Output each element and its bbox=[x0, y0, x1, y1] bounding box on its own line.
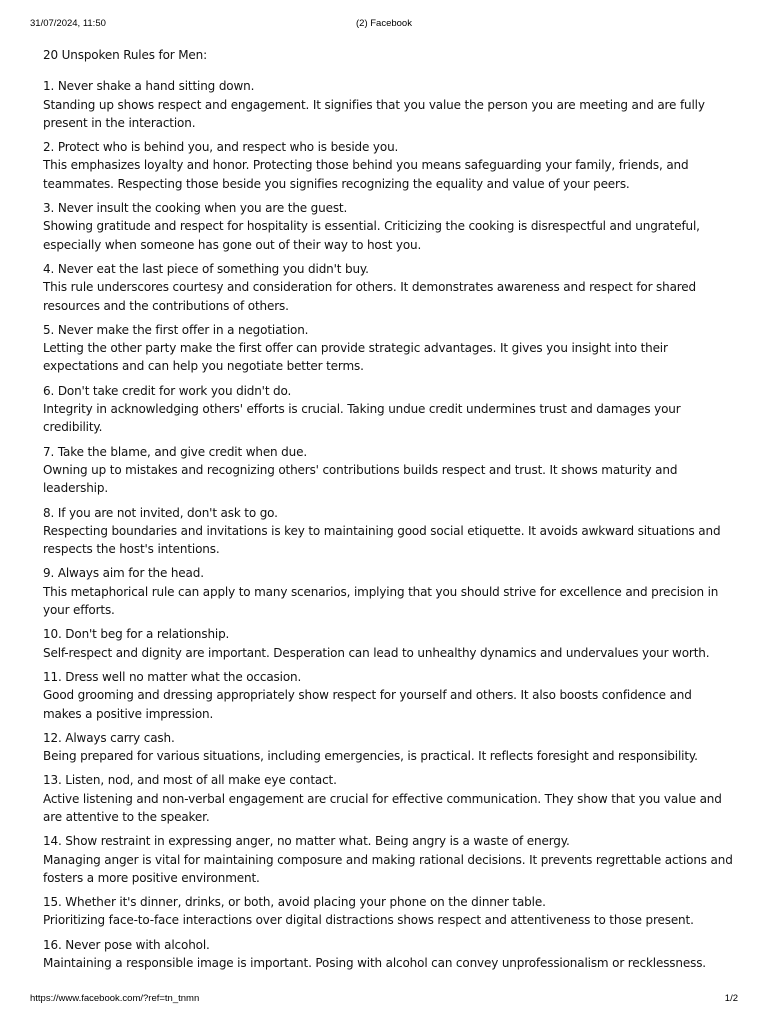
rule-heading: 3. Never insult the cooking when you are the guest. bbox=[43, 201, 348, 216]
rule-item bbox=[43, 138, 733, 193]
rule-body: Integrity in acknowledging others' efforts is crucial. Taking undue credit undermines trust and damages your credibility. bbox=[43, 402, 681, 435]
rule-item bbox=[43, 77, 733, 132]
rule-body: Managing anger is vital for maintaining composure and making rational decisions. It prevents regrettable actions and fosters a more positive environment. bbox=[43, 852, 733, 885]
rule-body: Respecting boundaries and invitations is key to maintaining good social etiquette. It avoids awkward situations and respects the host's intentions. bbox=[43, 523, 721, 557]
rule-item bbox=[43, 729, 733, 766]
rule-heading: 6. Don't take credit for work you didn't do. bbox=[43, 383, 292, 398]
post-content bbox=[43, 46, 733, 978]
rule-body: Being prepared for various situations, including emergencies, is practical. It reflects foresight and responsibility. bbox=[43, 749, 698, 764]
print-header bbox=[0, 18, 768, 34]
rule-body: Owning up to mistakes and recognizing others' contributions builds respect and trust. It shows maturity and leadership. bbox=[43, 462, 678, 496]
rule-heading: 2. Protect who is behind you, and respect who is beside you. bbox=[43, 140, 399, 155]
rule-heading: 9. Always aim for the head. bbox=[43, 566, 204, 581]
rule-body: Standing up shows respect and engagement. It signifies that you value the person you are meeting and are fully present in the interaction. bbox=[43, 97, 705, 130]
rule-body: Maintaining a responsible image is important. Posing with alcohol can convey unprofessionalism or recklessness. bbox=[43, 956, 706, 971]
rule-item bbox=[43, 625, 733, 662]
rule-item bbox=[43, 936, 733, 973]
rule-body: Prioritizing face-to-face interactions over digital distractions shows respect and attentiveness to those present. bbox=[43, 913, 694, 928]
print-datetime: 31/07/2024, 11:50 bbox=[30, 18, 106, 29]
rule-item bbox=[43, 771, 733, 826]
rule-heading: 1. Never shake a hand sitting down. bbox=[43, 79, 255, 94]
rule-body: Good grooming and dressing appropriately show respect for yourself and others. It also boosts confidence and makes a positive impression. bbox=[43, 688, 692, 721]
rule-item bbox=[43, 321, 733, 376]
rule-heading: 4. Never eat the last piece of something you didn't buy. bbox=[43, 261, 369, 276]
rule-body: Showing gratitude and respect for hospitality is essential. Criticizing the cooking is disrespectful and ungrateful, especially when someone has gone out of their way to host you. bbox=[43, 219, 700, 252]
rule-body: This rule underscores courtesy and consideration for others. It demonstrates awareness and respect for shared resources and the contributions of others. bbox=[43, 280, 697, 313]
rule-heading: 5. Never make the first offer in a negotiation. bbox=[43, 322, 309, 337]
rule-item bbox=[43, 199, 733, 254]
post-title: 20 Unspoken Rules for Men: bbox=[43, 48, 207, 62]
rule-body: This emphasizes loyalty and honor. Protecting those behind you means safeguarding your family, friends, and teammates. Respecting those beside you signifies recognizing the equality and value of your peers. bbox=[43, 158, 689, 191]
rule-heading: 13. Listen, nod, and most of all make eye contact. bbox=[43, 773, 337, 788]
rule-body: Letting the other party make the first offer can provide strategic advantages. It gives you insight into their expectations and can help you negotiate better terms. bbox=[43, 341, 668, 374]
rule-heading: 8. If you are not invited, don't ask to go. bbox=[43, 505, 278, 520]
rule-item bbox=[43, 443, 733, 498]
rule-item bbox=[43, 893, 733, 930]
rule-body: Active listening and non-verbal engagement are crucial for effective communication. They show that you value and are attentive to the speaker. bbox=[43, 791, 722, 824]
rule-body: Self-respect and dignity are important. Desperation can lead to unhealthy dynamics and undervalues your worth. bbox=[43, 645, 710, 660]
rule-item bbox=[43, 668, 733, 723]
rule-heading: 10. Don't beg for a relationship. bbox=[43, 627, 230, 642]
print-footer bbox=[0, 993, 768, 1009]
rule-heading: 14. Show restraint in expressing anger, no matter what. Being angry is a waste of energy. bbox=[43, 834, 570, 849]
rule-heading: 7. Take the blame, and give credit when due. bbox=[43, 444, 307, 459]
rule-body: This metaphorical rule can apply to many scenarios, implying that you should strive for excellence and precision in your efforts. bbox=[43, 584, 719, 618]
print-page-title: (2) Facebook bbox=[356, 18, 412, 29]
rule-item bbox=[43, 260, 733, 315]
print-page-number: 1/2 bbox=[724, 993, 738, 1004]
print-url: https://www.facebook.com/?ref=tn_tnmn bbox=[30, 993, 200, 1004]
rule-heading: 16. Never pose with alcohol. bbox=[43, 937, 210, 952]
rule-heading: 12. Always carry cash. bbox=[43, 730, 175, 745]
rule-item bbox=[43, 382, 733, 437]
rule-heading: 15. Whether it's dinner, drinks, or both, avoid placing your phone on the dinner table. bbox=[43, 895, 546, 910]
rule-heading: 11. Dress well no matter what the occasion. bbox=[43, 669, 302, 684]
rule-item bbox=[43, 504, 733, 559]
rule-item bbox=[43, 832, 733, 887]
rule-item bbox=[43, 564, 733, 619]
